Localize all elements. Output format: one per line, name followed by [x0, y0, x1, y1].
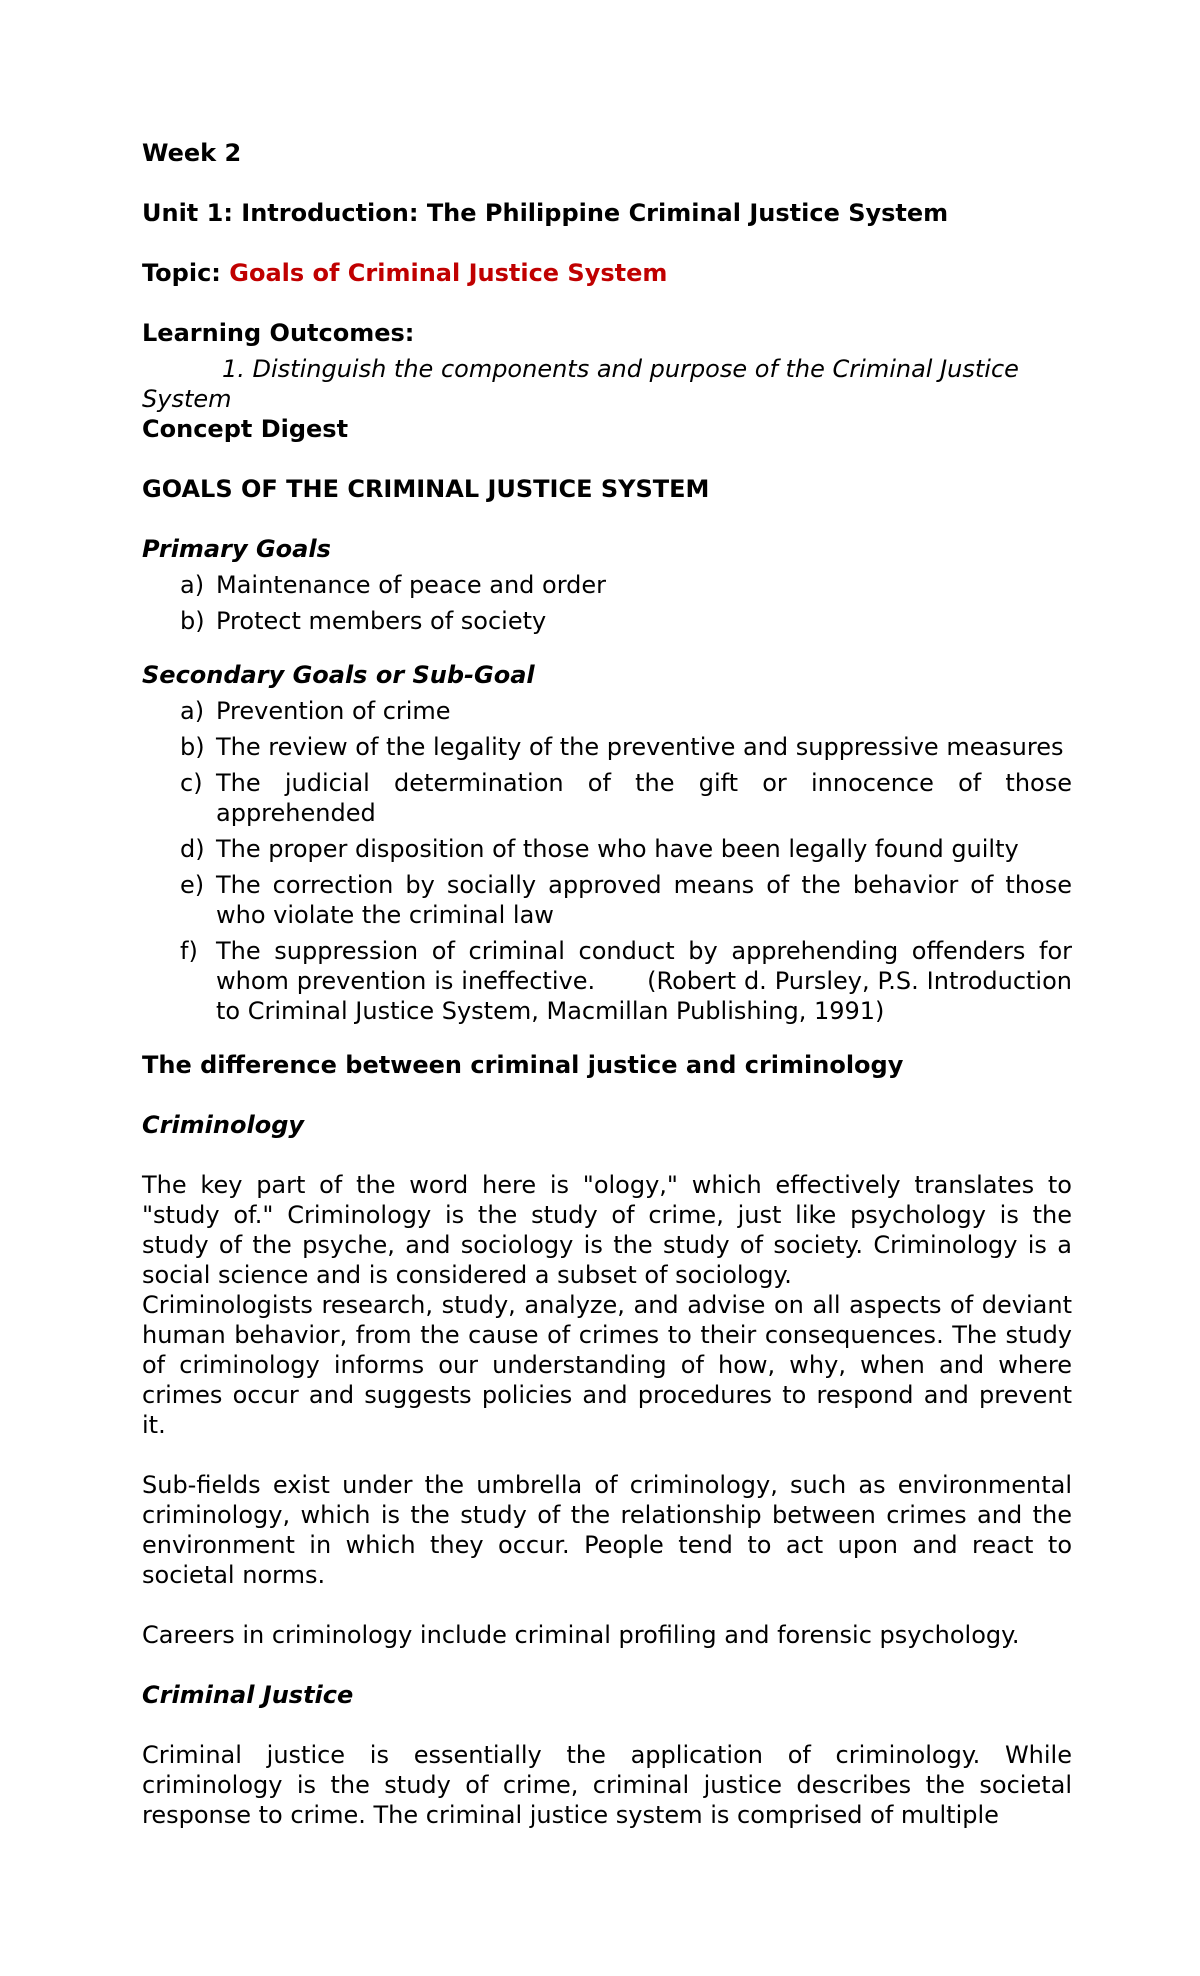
- list-item-text: The suppression of criminal conduct by apprehending offenders for whom prevention is ineffective.: [216, 937, 1072, 995]
- list-marker: e): [180, 871, 205, 899]
- list-marker: c): [180, 769, 203, 797]
- list-item-text: Prevention of crime: [216, 697, 451, 725]
- list-item-text: The proper disposition of those who have been legally found guilty: [216, 835, 1019, 863]
- learning-outcomes-heading: Learning Outcomes:: [142, 319, 415, 347]
- difference-heading: The difference between criminal justice and criminology: [142, 1051, 904, 1079]
- list-item: [142, 732, 1072, 762]
- list-marker: b): [180, 733, 205, 761]
- primary-goals-heading: Primary Goals: [142, 535, 331, 563]
- list-item-text: Maintenance of peace and order: [216, 571, 607, 599]
- list-item: [142, 870, 1072, 930]
- list-item: [142, 570, 1072, 600]
- list-marker: a): [180, 571, 205, 599]
- main-heading: GOALS OF THE CRIMINAL JUSTICE SYSTEM: [142, 475, 710, 503]
- citation: (Robert d. Pursley, P.S. Introduction to Criminal Justice System, Macmillan Publishing, 1991): [216, 967, 1072, 1025]
- criminology-paragraph-2: Criminologists research, study, analyze, and advise on all aspects of deviant human behavior, from the cause of crimes to their consequences. The study of criminology informs our understanding of how, why, when and where crimes occur and suggests policies and procedures to respond and prevent it.: [142, 1291, 1072, 1439]
- list-item-text: The review of the legality of the preventive and suppressive measures: [216, 733, 1064, 761]
- list-marker: a): [180, 697, 205, 725]
- primary-goals-list: [142, 570, 1072, 636]
- list-item: [142, 834, 1072, 864]
- learning-outcome-item: 1. Distinguish the components and purpose of the Criminal Justice System: [142, 355, 1019, 413]
- criminal-justice-paragraph-1: Criminal justice is essentially the application of criminology. While criminology is the study of crime, criminal justice describes the societal response to crime. The criminal justice system is comprised of multiple: [142, 1741, 1072, 1829]
- list-item: [142, 768, 1072, 828]
- secondary-goals-heading: Secondary Goals or Sub-Goal: [142, 661, 535, 689]
- criminology-heading: Criminology: [142, 1111, 305, 1139]
- list-item: [142, 936, 1072, 1026]
- criminology-paragraph-4: Careers in criminology include criminal profiling and forensic psychology.: [142, 1621, 1020, 1649]
- topic-line: [142, 258, 1072, 288]
- concept-digest-heading: Concept Digest: [142, 415, 349, 443]
- list-item: [142, 696, 1072, 726]
- topic-value: Goals of Criminal Justice System: [229, 259, 668, 287]
- criminology-paragraph-1: The key part of the word here is "ology," which effectively translates to "study of." Criminology is the study of crime, just like psychology is the study of the psyche, and sociology is the study of society. Criminology is a social science and is considered a subset of sociology.: [142, 1171, 1072, 1289]
- list-item-text: The judicial determination of the gift or innocence of those apprehended: [216, 769, 1072, 827]
- list-item-text: The correction by socially approved means of the behavior of those who violate the criminal law: [216, 871, 1072, 929]
- criminal-justice-heading: Criminal Justice: [142, 1681, 354, 1709]
- list-marker: d): [180, 835, 205, 863]
- list-marker: b): [180, 607, 205, 635]
- secondary-goals-list: [142, 696, 1072, 1026]
- criminology-paragraph-3: Sub-fields exist under the umbrella of criminology, such as environmental criminology, which is the study of the relationship between crimes and the environment in which they occur. People tend to act upon and react to societal norms.: [142, 1471, 1072, 1589]
- list-marker: f): [180, 937, 198, 965]
- document-page: [142, 138, 1072, 1830]
- list-item: [142, 606, 1072, 636]
- week-label: Week 2: [142, 139, 242, 167]
- unit-title: Unit 1: Introduction: The Philippine Criminal Justice System: [142, 199, 949, 227]
- topic-label: Topic:: [142, 259, 221, 287]
- list-item-text: Protect members of society: [216, 607, 547, 635]
